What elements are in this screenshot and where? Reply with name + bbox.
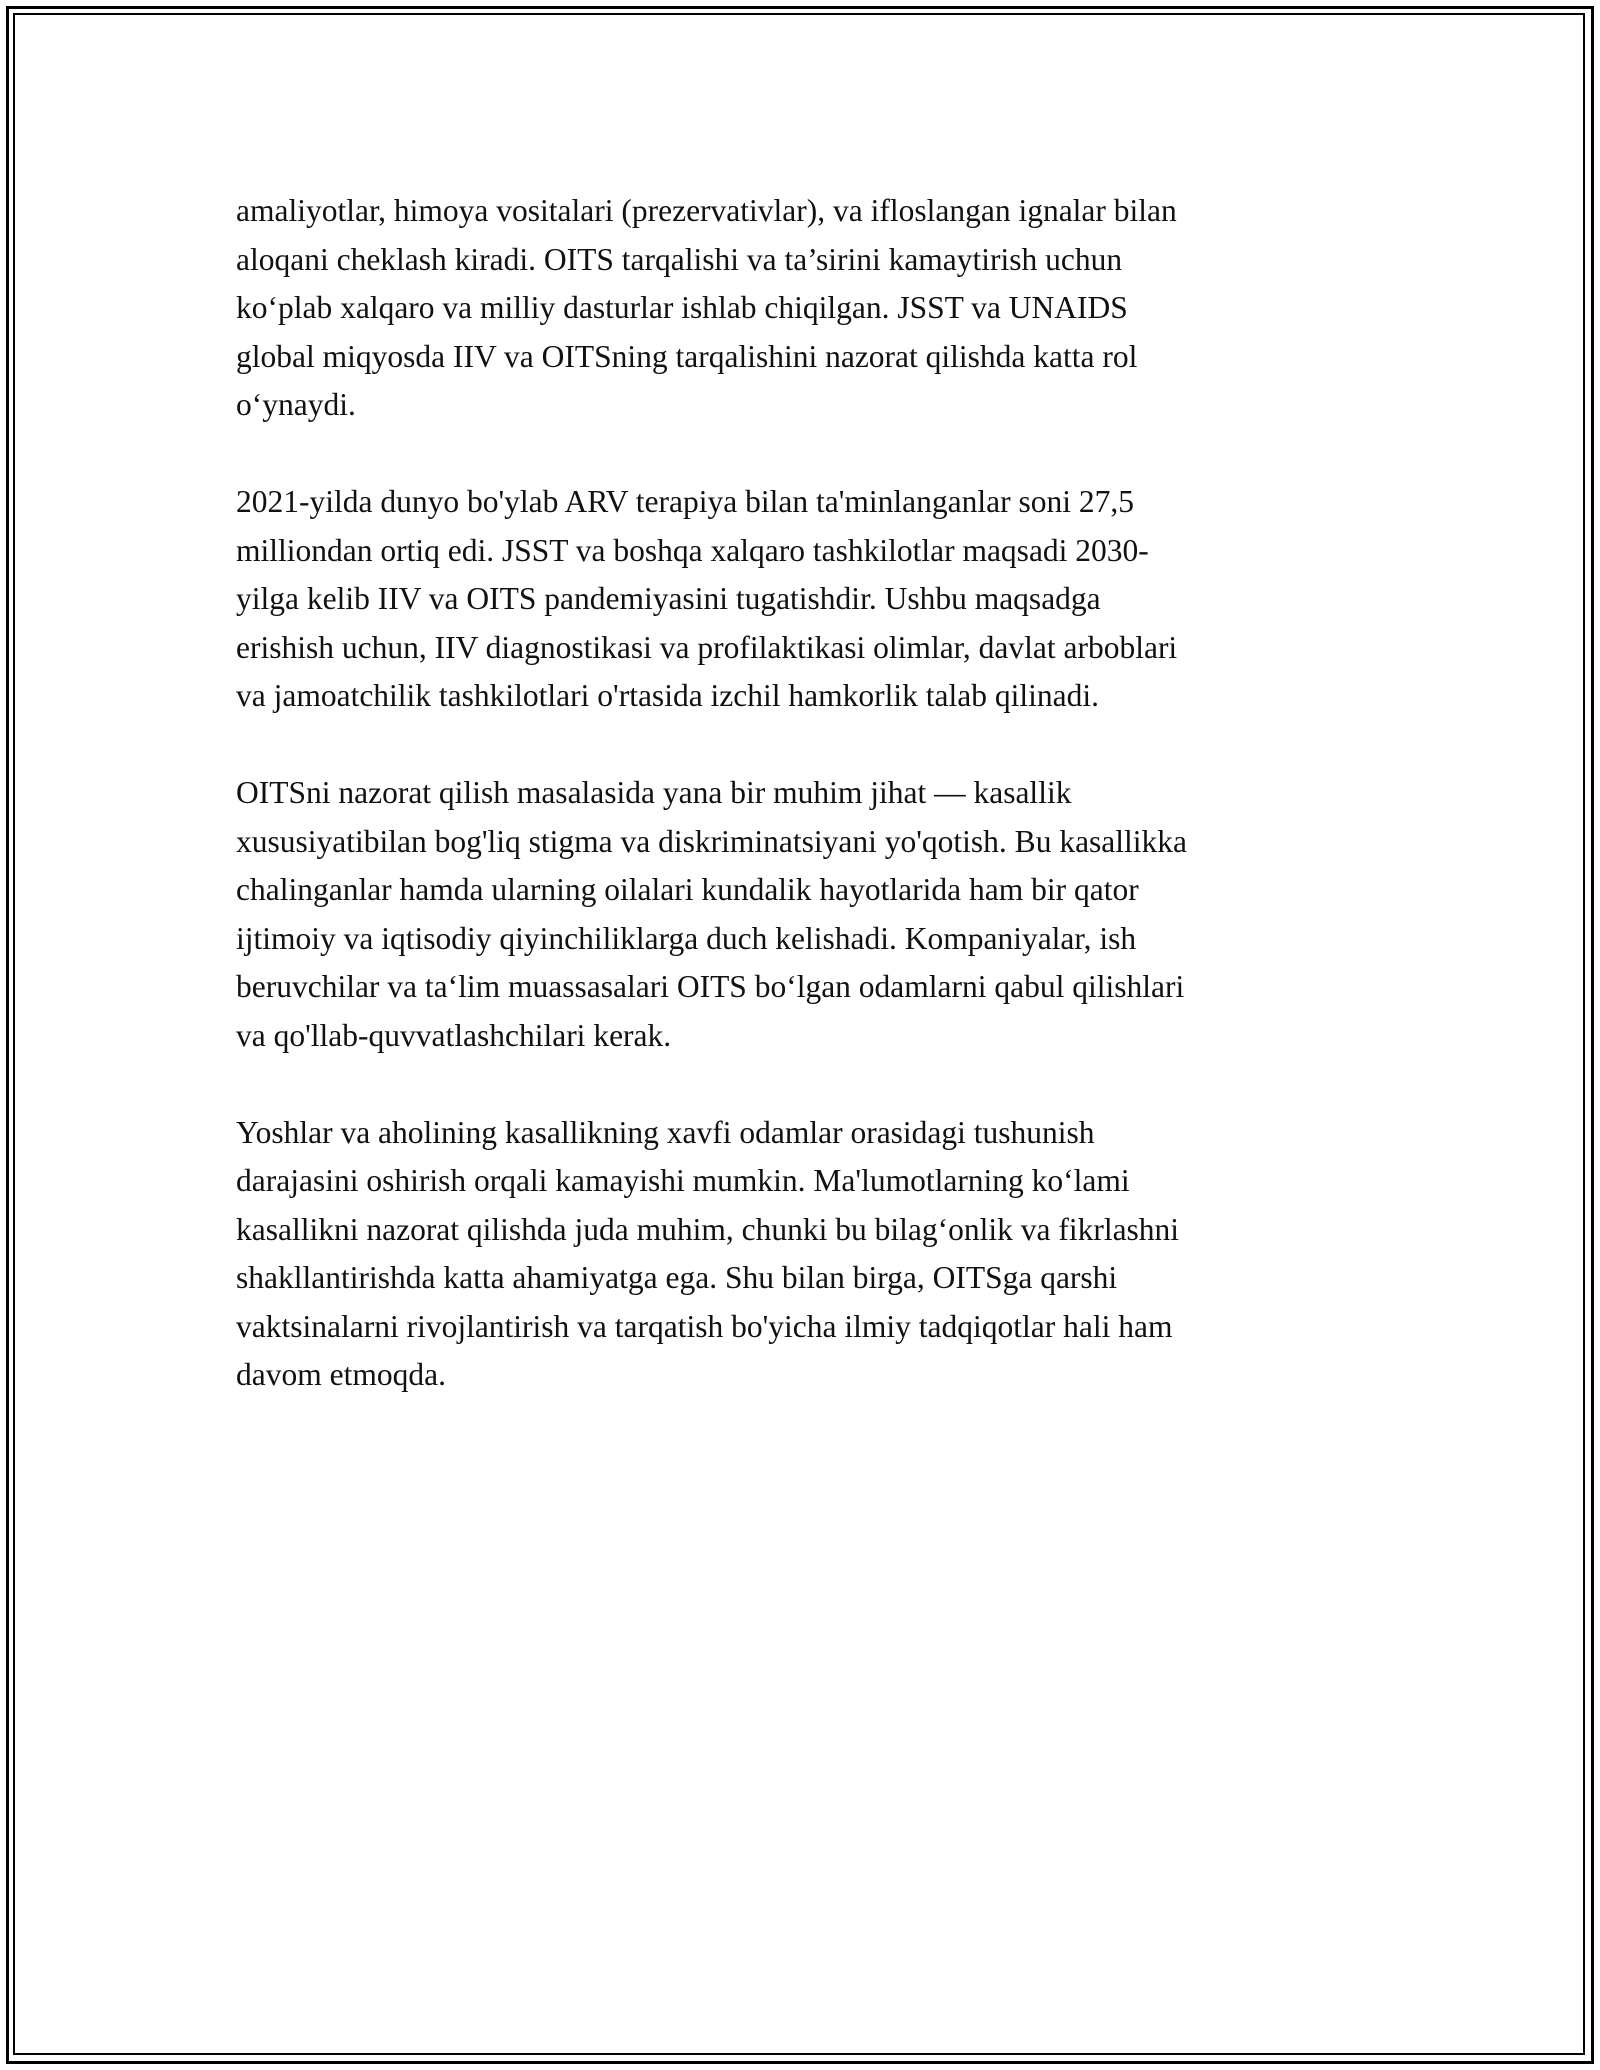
text-line: o‘ynaydi. xyxy=(236,387,356,422)
text-line: OITSni nazorat qilish masalasida yana bir muhim jihat — kasallik xyxy=(236,775,1072,810)
paragraph-youth-awareness xyxy=(236,1109,1346,1400)
text-line: vaktsinalarni rivojlantirish va tarqatish bo'yicha ilmiy tadqiqotlar hali ham xyxy=(236,1308,1173,1344)
text-line: Yoshlar va aholining kasallikning xavfi odamlar orasidagi tushunish xyxy=(236,1114,1095,1150)
text-line: beruvchilar va ta‘lim muassasalari OITS bo‘lgan odamlarni qabul qilishlari xyxy=(236,969,1185,1004)
text-line: va qo'llab-quvvatlashchilari kerak. xyxy=(236,1017,672,1053)
document-body xyxy=(236,187,1346,1448)
text-line: ijtimoiy va iqtisodiy qiyinchiliklarga duch kelishadi. Kompaniyalar, ish xyxy=(236,920,1137,956)
text-line: amaliyotlar, himoya vositalari (prezervativlar), va ifloslangan ignalar bilan xyxy=(236,193,1177,228)
text-line: erishish uchun, IIV diagnostikasi va profilaktikasi olimlar, davlat arboblari xyxy=(236,629,1178,665)
text-line: yilga kelib IIV va OITS pandemiyasini tugatishdir. Ushbu maqsadga xyxy=(236,581,1101,616)
text-line: xususiyatibilan bog'liq stigma va diskriminatsiyani yo'qotish. Bu kasallikka xyxy=(236,823,1188,859)
text-line: chalinganlar hamda ularning oilalari kundalik hayotlarida ham bir qator xyxy=(236,872,1139,907)
text-line: va jamoatchilik tashkilotlari o'rtasida izchil hamkorlik talab qilinadi. xyxy=(236,678,1099,713)
text-line: kasallikni nazorat qilishda juda muhim, chunki bu bilag‘onlik va fikrlashni xyxy=(236,1211,1180,1247)
paragraph-stigma xyxy=(236,769,1346,1060)
text-line: ko‘plab xalqaro va milliy dasturlar ishlab chiqilgan. JSST va UNAIDS xyxy=(236,290,1128,325)
text-line: shakllantirishda katta ahamiyatga ega. Shu bilan birga, OITSga qarshi xyxy=(236,1260,1118,1295)
paragraph-arv-therapy xyxy=(236,478,1346,721)
text-line: global miqyosda IIV va OITSning tarqalishini nazorat qilishda katta rol xyxy=(236,338,1138,374)
text-line: aloqani cheklash kiradi. OITS tarqalishi va ta’sirini kamaytirish uchun xyxy=(236,241,1123,277)
paragraph-prevention-programs xyxy=(236,187,1346,430)
text-line: 2021-yilda dunyo bo'ylab ARV terapiya bilan ta'minlanganlar soni 27,5 xyxy=(236,484,1134,519)
text-line: davom etmoqda. xyxy=(236,1357,446,1392)
text-line: milliondan ortiq edi. JSST va boshqa xalqaro tashkilotlar maqsadi 2030- xyxy=(236,532,1149,568)
text-line: darajasini oshirish orqali kamayishi mumkin. Ma'lumotlarning ko‘lami xyxy=(236,1163,1130,1198)
